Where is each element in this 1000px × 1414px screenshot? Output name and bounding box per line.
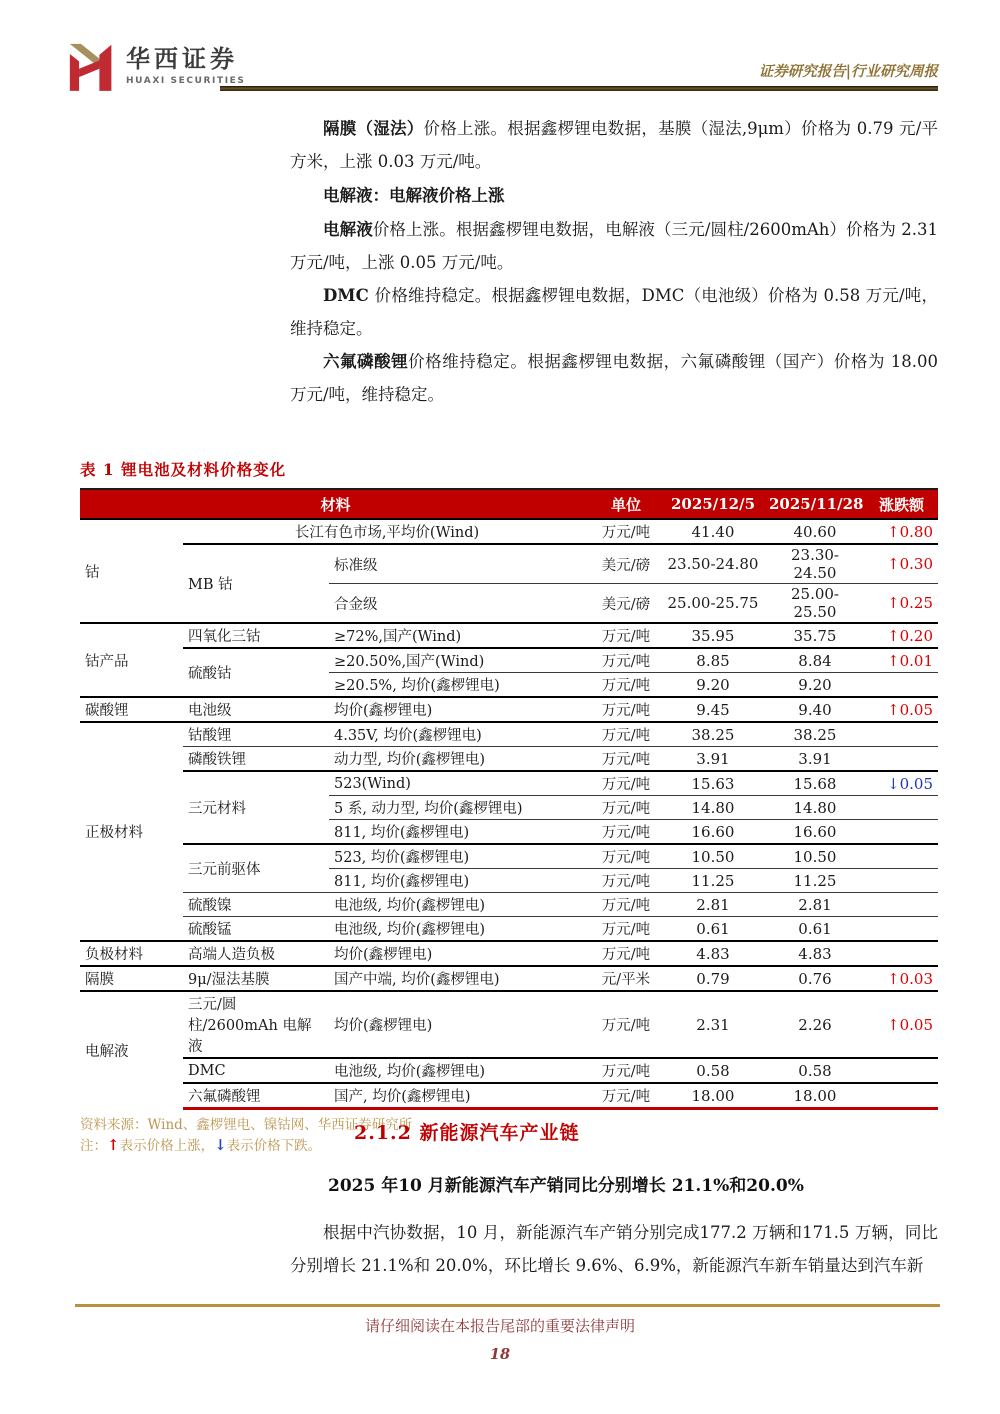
cell-subcategory: DMC xyxy=(183,1058,329,1083)
cell-price-current: 11.25 xyxy=(661,869,765,893)
cell-change xyxy=(865,1058,938,1083)
cell-price-previous: 9.40 xyxy=(765,697,865,722)
col-material-header: 材料 xyxy=(80,489,591,519)
cell-unit: 万元/吨 xyxy=(591,844,661,869)
cell-price-previous: 10.50 xyxy=(765,844,865,869)
down-arrow-icon: ↓ xyxy=(214,1136,227,1154)
paragraph-rest: 价格维持稳定。根据鑫椤锂电数据，六氟磷酸锂（国产）价格为 18.00 万元/吨，维持稳定。 xyxy=(290,352,939,404)
cell-change: ↑0.05 xyxy=(865,697,938,722)
cell-category: 正极材料 xyxy=(80,722,183,941)
cell-category: 负极材料 xyxy=(80,941,183,966)
cell-change xyxy=(865,869,938,893)
cell-subcategory: 钴酸锂 xyxy=(183,722,329,747)
cell-spec: 均价(鑫椤锂电) xyxy=(329,941,591,966)
paragraph-membrane xyxy=(290,112,938,178)
cell-spec: ≥72%,国产(Wind) xyxy=(329,623,591,648)
cell-price-previous: 0.61 xyxy=(765,917,865,942)
table-row xyxy=(80,747,938,772)
legend-down-text: 表示价格下跌。 xyxy=(226,1138,322,1154)
paragraph-rest: 价格维持稳定。根据鑫椤锂电数据，DMC（电池级）价格为 0.58 万元/吨，维持稳定。 xyxy=(290,286,938,338)
cell-unit: 万元/吨 xyxy=(591,1083,661,1109)
cell-unit: 美元/磅 xyxy=(591,584,661,624)
cell-price-previous: 9.20 xyxy=(765,673,865,698)
cell-category: 隔膜 xyxy=(80,966,183,991)
cell-category: 电解液 xyxy=(80,991,183,1109)
cell-price-current: 2.81 xyxy=(661,893,765,917)
cell-spec: 电池级, 均价(鑫椤锂电) xyxy=(329,917,591,942)
logo-en-text: HUAXI SECURITIES xyxy=(126,75,246,86)
cell-spec: 标准级 xyxy=(329,544,591,584)
cell-change: ↓0.05 xyxy=(865,771,938,796)
section-heading: 2.1.2 新能源汽车产业链 xyxy=(354,1122,580,1144)
price-table xyxy=(80,488,938,1110)
table-row xyxy=(80,844,938,869)
table-row xyxy=(80,917,938,942)
cell-unit: 元/平米 xyxy=(591,966,661,991)
cell-price-current: 18.00 xyxy=(661,1083,765,1109)
cell-price-previous: 11.25 xyxy=(765,869,865,893)
table-row xyxy=(80,519,938,544)
table-row xyxy=(80,648,938,673)
cell-price-previous: 0.58 xyxy=(765,1058,865,1083)
cell-spec: 5 系, 动力型, 均价(鑫椤锂电) xyxy=(329,796,591,820)
cell-unit: 万元/吨 xyxy=(591,771,661,796)
cell-change: ↑0.25 xyxy=(865,584,938,624)
cell-unit: 万元/吨 xyxy=(591,697,661,722)
table-row xyxy=(80,771,938,796)
cell-unit: 万元/吨 xyxy=(591,623,661,648)
cell-change: ↑0.20 xyxy=(865,623,938,648)
cell-price-current: 0.61 xyxy=(661,917,765,942)
table-title: 表 1 锂电池及材料价格变化 xyxy=(80,460,287,479)
cell-change xyxy=(865,747,938,772)
table-row xyxy=(80,991,938,1058)
table-row xyxy=(80,623,938,648)
cell-change: ↑0.03 xyxy=(865,966,938,991)
cell-spec: 动力型, 均价(鑫椤锂电) xyxy=(329,747,591,772)
col-date1-header: 2025/12/5 xyxy=(661,489,765,519)
cell-subcategory: 9μ/湿法基膜 xyxy=(183,966,329,991)
cell-price-current: 38.25 xyxy=(661,722,765,747)
logo-text xyxy=(126,46,246,85)
price-table-section xyxy=(80,458,938,1156)
body-text xyxy=(290,112,938,411)
cell-unit: 美元/磅 xyxy=(591,544,661,584)
cell-change xyxy=(865,722,938,747)
cell-category: 钴产品 xyxy=(80,623,183,697)
table-row xyxy=(80,1083,938,1109)
cell-subcategory: 三元/圆柱/2600mAh 电解液 xyxy=(183,991,329,1058)
cell-price-previous: 2.81 xyxy=(765,893,865,917)
cell-subcategory: 四氧化三钴 xyxy=(183,623,329,648)
cell-unit: 万元/吨 xyxy=(591,1058,661,1083)
paragraph-electrolyte xyxy=(290,213,938,279)
cell-price-previous: 2.26 xyxy=(765,991,865,1058)
cell-unit: 万元/吨 xyxy=(591,917,661,942)
cell-subcategory: 六氟磷酸锂 xyxy=(183,1083,329,1109)
paragraph-rest: 价格上涨。根据鑫椤锂电数据，电解液（三元/圆柱/2600mAh）价格为 2.31 万元/吨，上涨 0.05 万元/吨。 xyxy=(290,220,939,272)
paragraph-lead: 隔膜（湿法） xyxy=(323,119,424,138)
cell-price-current: 10.50 xyxy=(661,844,765,869)
cell-change xyxy=(865,844,938,869)
cell-change: ↑0.05 xyxy=(865,991,938,1058)
section-subhead: 2025 年10 月新能源汽车产销同比分别增长 21.1%和20.0% xyxy=(328,1176,804,1196)
paragraph-lipf6 xyxy=(290,345,938,411)
cell-spec: 长江有色市场,平均价(Wind) xyxy=(183,519,591,544)
cell-subcategory: 硫酸钴 xyxy=(183,648,329,697)
cell-spec: 均价(鑫椤锂电) xyxy=(329,697,591,722)
cell-unit: 万元/吨 xyxy=(591,893,661,917)
source-note: 资料来源：Wind、鑫椤锂电、镍钴网、华西证券研究所 xyxy=(80,1117,413,1133)
cell-change xyxy=(865,917,938,942)
cell-spec: 合金级 xyxy=(329,584,591,624)
cell-change: ↑0.01 xyxy=(865,648,938,673)
cell-unit: 万元/吨 xyxy=(591,820,661,845)
legend-up-text: 表示价格上涨， xyxy=(119,1138,215,1154)
footer-disclaimer: 请仔细阅读在本报告尾部的重要法律声明 xyxy=(364,1317,635,1335)
cell-change xyxy=(865,673,938,698)
cell-price-current: 35.95 xyxy=(661,623,765,648)
cell-unit: 万元/吨 xyxy=(591,519,661,544)
cell-price-current: 16.60 xyxy=(661,820,765,845)
table-row xyxy=(80,544,938,584)
cell-spec: 均价(鑫椤锂电) xyxy=(329,991,591,1058)
cell-subcategory: 三元材料 xyxy=(183,771,329,844)
cell-category: 钴 xyxy=(80,519,183,623)
cell-price-previous: 23.30-24.50 xyxy=(765,544,865,584)
cell-spec: 811, 均价(鑫椤锂电) xyxy=(329,820,591,845)
cell-price-current: 4.83 xyxy=(661,941,765,966)
paragraph-lead: 六氟磷酸锂 xyxy=(323,352,409,371)
cell-price-previous: 3.91 xyxy=(765,747,865,772)
cell-spec: 523, 均价(鑫椤锂电) xyxy=(329,844,591,869)
cell-spec: 电池级, 均价(鑫椤锂电) xyxy=(329,1058,591,1083)
subhead-electrolyte: 电解液：电解液价格上涨 xyxy=(323,186,505,205)
cell-price-previous: 15.68 xyxy=(765,771,865,796)
cell-price-current: 2.31 xyxy=(661,991,765,1058)
cell-subcategory: 磷酸铁锂 xyxy=(183,747,329,772)
paragraph-lead: DMC xyxy=(323,286,375,305)
cell-price-previous: 35.75 xyxy=(765,623,865,648)
cell-price-previous: 16.60 xyxy=(765,820,865,845)
cell-spec: 国产中端, 均价(鑫椤锂电) xyxy=(329,966,591,991)
cell-price-current: 9.20 xyxy=(661,673,765,698)
cell-spec: 电池级, 均价(鑫椤锂电) xyxy=(329,893,591,917)
cell-subcategory: 电池级 xyxy=(183,697,329,722)
cell-price-previous: 40.60 xyxy=(765,519,865,544)
cell-subcategory: 高端人造负极 xyxy=(183,941,329,966)
cell-price-previous: 25.00-25.50 xyxy=(765,584,865,624)
table-row xyxy=(80,697,938,722)
cell-price-current: 23.50-24.80 xyxy=(661,544,765,584)
logo-cn-text: 华西证券 xyxy=(126,44,238,74)
cell-price-previous: 18.00 xyxy=(765,1083,865,1109)
cell-change xyxy=(865,1083,938,1109)
cell-change: ↑0.30 xyxy=(865,544,938,584)
cell-price-previous: 4.83 xyxy=(765,941,865,966)
cell-spec: ≥20.50%,国产(Wind) xyxy=(329,648,591,673)
cell-spec: ≥20.5%, 均价(鑫椤锂电) xyxy=(329,673,591,698)
col-date2-header: 2025/11/28 xyxy=(765,489,865,519)
report-type-tagline: 证券研究报告|行业研究周报 xyxy=(758,63,938,80)
paragraph-dmc xyxy=(290,279,938,345)
legend-prefix: 注： xyxy=(80,1138,107,1154)
cell-unit: 万元/吨 xyxy=(591,796,661,820)
section-nev xyxy=(290,1118,938,1282)
huaxi-logo-icon xyxy=(68,38,116,94)
cell-price-current: 0.58 xyxy=(661,1058,765,1083)
cell-subcategory: 硫酸锰 xyxy=(183,917,329,942)
cell-price-current: 25.00-25.75 xyxy=(661,584,765,624)
cell-unit: 万元/吨 xyxy=(591,991,661,1058)
cell-category: 碳酸锂 xyxy=(80,697,183,722)
table-header-row xyxy=(80,489,938,519)
col-unit-header: 单位 xyxy=(591,489,661,519)
cell-price-current: 41.40 xyxy=(661,519,765,544)
cell-change xyxy=(865,820,938,845)
footer-rule xyxy=(75,1304,940,1307)
cell-unit: 万元/吨 xyxy=(591,722,661,747)
cell-change xyxy=(865,796,938,820)
cell-subcategory: 三元前驱体 xyxy=(183,844,329,893)
cell-unit: 万元/吨 xyxy=(591,747,661,772)
cell-unit: 万元/吨 xyxy=(591,648,661,673)
paragraph-lead: 电解液 xyxy=(323,220,373,239)
cell-price-current: 3.91 xyxy=(661,747,765,772)
table-row xyxy=(80,966,938,991)
cell-price-previous: 8.84 xyxy=(765,648,865,673)
cell-unit: 万元/吨 xyxy=(591,673,661,698)
table-row xyxy=(80,941,938,966)
cell-price-current: 0.79 xyxy=(661,966,765,991)
header-rule xyxy=(220,86,938,91)
section-paragraph: 根据中汽协数据，10 月，新能源汽车产销分别完成177.2 万辆和171.5 万辆，同比分别增长 21.1%和 20.0%，环比增长 9.6%、6.9%，新能源汽车新车销量达到汽车新 xyxy=(290,1223,938,1275)
col-change-header: 涨跌额 xyxy=(865,489,938,519)
up-arrow-icon: ↑ xyxy=(107,1136,120,1154)
cell-price-previous: 0.76 xyxy=(765,966,865,991)
paragraph-rest: 价格上涨。根据鑫椤锂电数据，基膜（湿法,9μm）价格为 0.79 元/平方米，上涨 0.03 万元/吨。 xyxy=(290,119,939,171)
page-number: 18 xyxy=(489,1346,511,1363)
cell-spec: 523(Wind) xyxy=(329,771,591,796)
cell-subcategory: MB 钴 xyxy=(183,544,329,623)
cell-unit: 万元/吨 xyxy=(591,869,661,893)
table-row xyxy=(80,722,938,747)
table-row xyxy=(80,893,938,917)
cell-price-current: 8.85 xyxy=(661,648,765,673)
cell-price-previous: 38.25 xyxy=(765,722,865,747)
cell-change: ↑0.80 xyxy=(865,519,938,544)
cell-change xyxy=(865,893,938,917)
table-row xyxy=(80,1058,938,1083)
cell-spec: 国产, 均价(鑫椤锂电) xyxy=(329,1083,591,1109)
cell-subcategory: 硫酸镍 xyxy=(183,893,329,917)
cell-price-current: 15.63 xyxy=(661,771,765,796)
cell-spec: 4.35V, 均价(鑫椤锂电) xyxy=(329,722,591,747)
cell-price-current: 14.80 xyxy=(661,796,765,820)
cell-price-previous: 14.80 xyxy=(765,796,865,820)
cell-change xyxy=(865,941,938,966)
cell-spec: 811, 均价(鑫椤锂电) xyxy=(329,869,591,893)
cell-unit: 万元/吨 xyxy=(591,941,661,966)
cell-price-current: 9.45 xyxy=(661,697,765,722)
